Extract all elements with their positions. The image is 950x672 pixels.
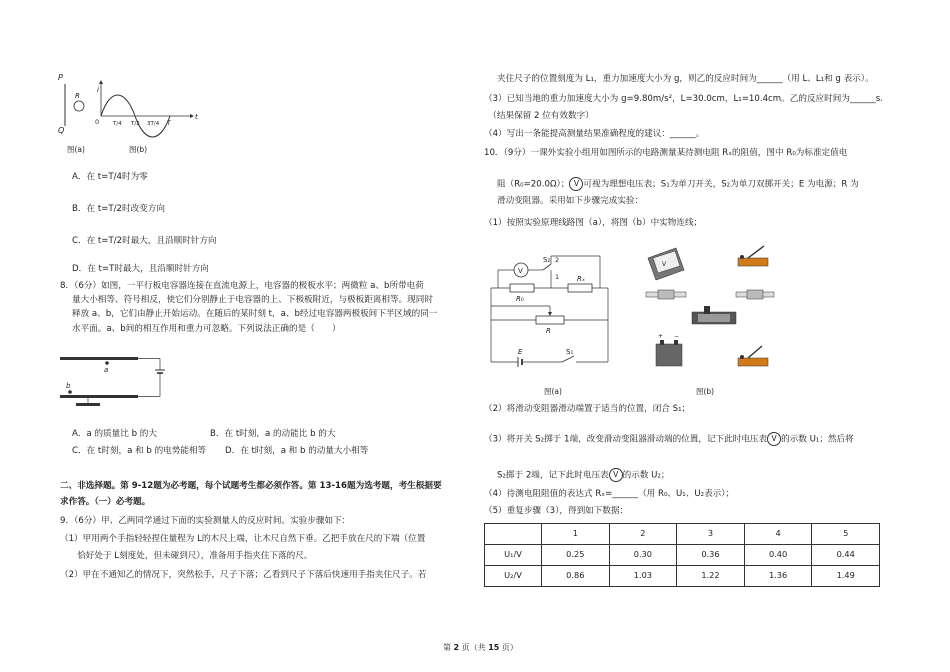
resistor-left xyxy=(646,290,686,299)
fig-b-label: 图(b) xyxy=(129,145,148,154)
circuit-diagram-a xyxy=(488,248,628,398)
q7-option-b: B．在 t=T/2时改变方向 xyxy=(72,204,165,214)
particle-a-label: a xyxy=(104,366,109,374)
footer-pre: 第 xyxy=(443,643,451,652)
table-row xyxy=(485,545,880,566)
q9-cont-line-1: 夹住尺子的位置刻度为 L₁，重力加速度大小为 g，则乙的反应时间为______（用 L、L₁和 g 表示）。 xyxy=(497,74,874,84)
svg-text:−: − xyxy=(674,333,680,340)
tick-t-half: T/2 xyxy=(131,121,140,127)
footer-total-pages: 15 xyxy=(488,643,500,652)
table-cell: 5 xyxy=(812,524,880,545)
label-p: P xyxy=(58,73,63,82)
svg-text:V: V xyxy=(662,261,667,268)
table-cell: 0.40 xyxy=(744,545,812,566)
tick-t-full: T xyxy=(167,120,171,127)
circuit-label-s2: S₂ xyxy=(543,256,551,264)
q10-step-2: （2）将滑动变阻器滑动端置于适当的位置，闭合 S₁； xyxy=(484,404,691,414)
circuit-label-1: 1 xyxy=(555,273,560,281)
table-cell: 0.36 xyxy=(677,545,745,566)
q8-option-c: C．在 t时刻，a 和 b 的电势能相等 xyxy=(72,446,207,456)
knife-switch-top xyxy=(738,246,768,266)
apparatus-figure-b xyxy=(640,240,780,400)
knife-switch-bottom xyxy=(738,346,768,366)
q8-line-1: 8．（6分）如图，一平行板电容器连接在直流电源上，电容器的极板水平；两微粒 a、b所带电荷 xyxy=(60,281,424,291)
circuit-label-v: V xyxy=(518,267,523,275)
q8-line-3: 释放 a、b，它们由静止开始运动。在随后的某时刻 t，a、b经过电容器两极板间下半区域的同一 xyxy=(72,309,438,319)
table-cell: 1.49 xyxy=(812,566,880,587)
q9-line-1: 9．（6分）甲、乙两同学通过下面的实验测量人的反应时间。实验步骤如下： xyxy=(60,516,351,526)
q9-cont-line-3: （结果保留 2 位有效数字） xyxy=(484,111,594,121)
voltmeter-symbol-2: V xyxy=(767,432,781,446)
resistor-right xyxy=(736,290,774,299)
label-r: R xyxy=(75,92,80,100)
q10-line-2-post: 可视为理想电压表；S₁为单刀开关，S₂为单刀双掷开关；E 为电源；R 为 xyxy=(583,179,859,190)
q8-option-d: D．在 t时刻，a 和 b 的动量大小相等 xyxy=(225,446,369,456)
tick-t-quarter: T/4 xyxy=(113,121,122,127)
table-cell: 4 xyxy=(744,524,812,545)
q10-step-3-post: 的示数 U₁；然后将 xyxy=(781,434,854,445)
svg-text:+: + xyxy=(658,333,664,340)
table-cell: 1.36 xyxy=(744,566,812,587)
label-i: i xyxy=(97,86,99,94)
q10-step-5: （5）重复步骤（3），得到如下数据： xyxy=(484,506,629,516)
q10-step-3b-post: 的示数 U₂； xyxy=(622,470,670,481)
table-cell: 0.44 xyxy=(812,545,880,566)
footer-post: 页） xyxy=(501,643,518,652)
rheostat-device xyxy=(692,306,736,324)
q10-line-2-pre: 阻（R₀=20.0Ω）； xyxy=(497,179,570,190)
q9-line-4: （2）甲在不通知乙的情况下，突然松手，尺子下落；乙看到尺子下落后快速用手指夹住尺子。若 xyxy=(60,570,427,580)
voltmeter-device xyxy=(648,248,684,280)
footer-mid: 页（共 xyxy=(461,643,486,652)
q10-step-3-pre: （3）将开关 S₂掷于 1端，改变滑动变阻器滑动端的位置，记下此时电压表 xyxy=(484,434,768,445)
q8-capacitor-figure xyxy=(60,345,170,415)
q10-step-3b xyxy=(497,468,669,482)
q10-step-4: （4）待测电阻阻值的表达式 Rₓ=______（用 R₀、U₁、U₂表示）； xyxy=(484,489,735,499)
apparatus-fig-b-label: 图(b) xyxy=(696,387,715,396)
q8-line-4: 水平面。a、b间的相互作用和重力可忽略。下列说法正确的是（ ） xyxy=(72,324,341,334)
table-header-row xyxy=(485,524,880,545)
circuit-label-rx: Rₓ xyxy=(577,275,585,283)
circuit-label-2: 2 xyxy=(555,256,560,264)
section2-title-line1: 二、非选择题。第 9-12题为必考题，每个试题考生都必须作答。第 13-16题为选考题，考生根据要 xyxy=(60,481,442,491)
circuit-label-s1: S₁ xyxy=(566,348,574,356)
table-cell: 0.30 xyxy=(609,545,677,566)
q9-cont-line-4: （4）写出一条能提高测量结果准确程度的建议：______。 xyxy=(484,129,705,139)
label-t: t xyxy=(195,113,198,121)
q7-option-c: C．在 t=T/2时最大，且沿顺时针方向 xyxy=(72,236,217,246)
q9-line-2: （1）甲用两个手指轻轻捏住量程为 L的木尺上端，让木尺自然下垂。乙把手放在尺的下端（位置 xyxy=(60,534,426,544)
q8-option-a: A．a 的质量比 b 的大 xyxy=(72,429,157,439)
section2-title-line2: 求作答。（一）必考题。 xyxy=(60,497,151,507)
q7-option-a: A．在 t=T/4时为零 xyxy=(72,172,148,182)
q10-line-3: 滑动变阻器。采用如下步骤完成实验： xyxy=(497,196,644,206)
table-cell: 0.86 xyxy=(542,566,610,587)
table-cell: 1.22 xyxy=(677,566,745,587)
table-cell: U₂/V xyxy=(485,566,542,587)
label-q: Q xyxy=(58,126,65,135)
q7-option-d: D．在 t=T时最大，且沿顺时针方向 xyxy=(72,264,209,274)
particle-b-label: b xyxy=(66,382,71,390)
circuit-fig-a-label: 图(a) xyxy=(544,387,562,396)
q10-step-1: （1）按照实验原理线路图（a），将图（b）中实物连线； xyxy=(484,218,703,228)
circuit-label-r: R xyxy=(546,327,551,335)
table-cell: 1.03 xyxy=(609,566,677,587)
q7-figure xyxy=(55,68,205,158)
table-cell: 3 xyxy=(677,524,745,545)
voltmeter-symbol: V xyxy=(569,177,583,191)
q9-cont-line-2: （3）已知当地的重力加速度大小为 g=9.80m/s²，L=30.0cm，L₁=10.4cm。乙的反应时间为______s. xyxy=(484,94,883,104)
q10-line-2 xyxy=(497,177,859,191)
tick-t-3quarter: 3T/4 xyxy=(147,121,160,127)
label-zero: 0 xyxy=(95,118,100,126)
q10-step-3 xyxy=(484,432,854,446)
q10-step-3b-pre: S₂掷于 2端，记下此时电压表 xyxy=(497,470,609,481)
circuit-label-r0: R₀ xyxy=(516,295,524,303)
table-cell: 2 xyxy=(609,524,677,545)
table-cell: U₁/V xyxy=(485,545,542,566)
table-cell xyxy=(485,524,542,545)
circuit-label-e: E xyxy=(518,348,523,356)
footer-page-number: 2 xyxy=(453,643,460,652)
q9-line-3: 恰好处于 L刻度处，但未碰到尺），准备用手指夹住下落的尺。 xyxy=(60,551,313,561)
q8-line-2: 量大小相等、符号相反，使它们分别静止于电容器的上、下极板附近，与极板距离相等。现同时 xyxy=(72,295,433,305)
data-table xyxy=(484,523,880,587)
voltmeter-symbol-3: V xyxy=(609,468,623,482)
table-row xyxy=(485,566,880,587)
table-cell: 0.25 xyxy=(542,545,610,566)
q8-option-b: B．在 t时刻，a 的动能比 b 的大 xyxy=(210,429,336,439)
q10-line-1: 10．（9分）一课外实验小组用如图所示的电路测量某待测电阻 Rₓ的阻值，图中 R₀为标准定值电 xyxy=(484,148,848,158)
battery-device xyxy=(656,333,682,366)
fig-a-label: 图(a) xyxy=(67,145,85,154)
table-cell: 1 xyxy=(542,524,610,545)
page-footer xyxy=(443,643,518,654)
